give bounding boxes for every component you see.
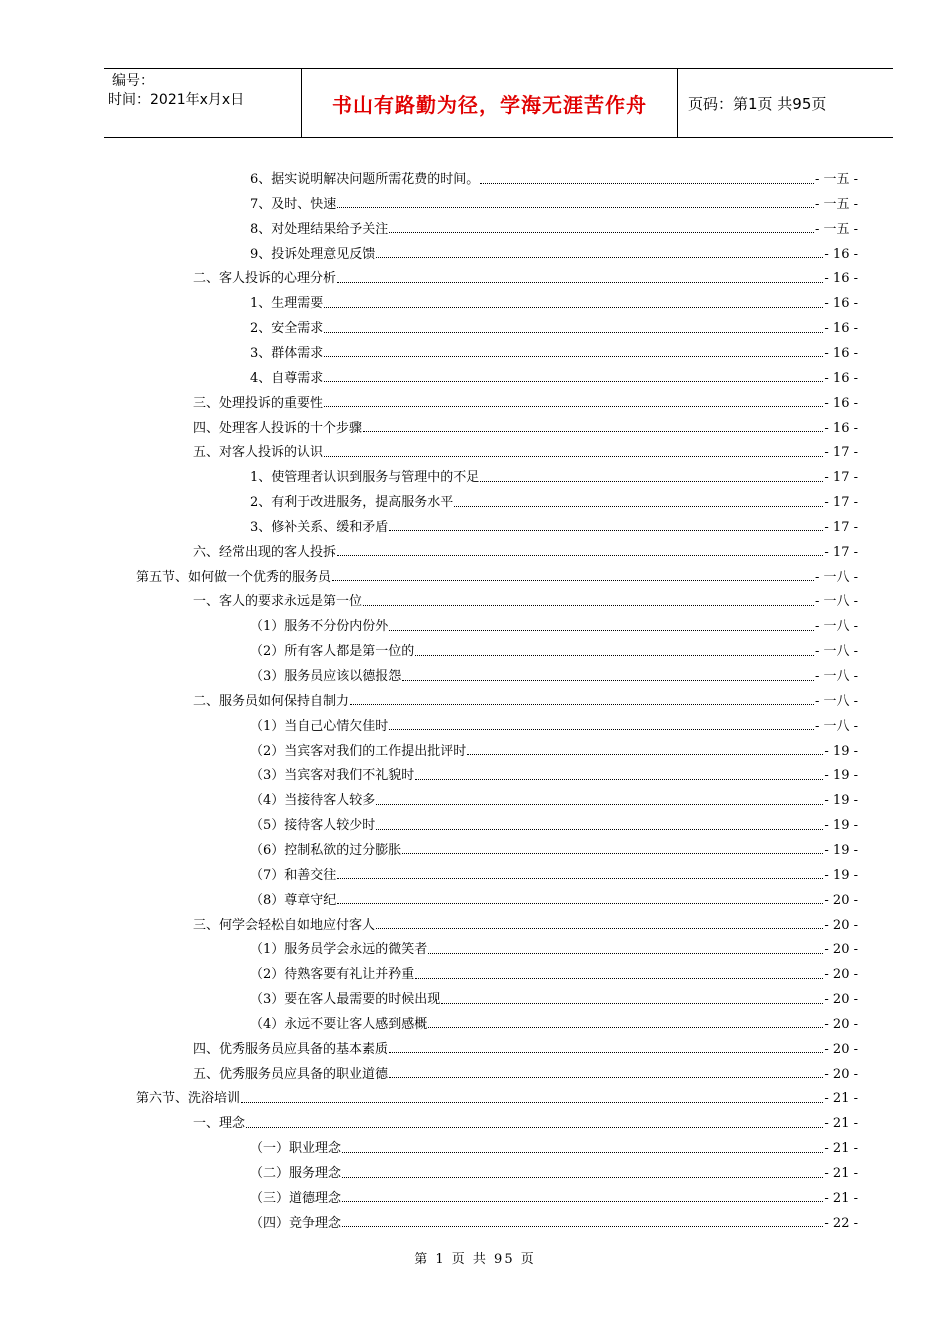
- toc-entry-page: - 17 -: [824, 470, 858, 486]
- code-label: 编号：: [112, 73, 154, 89]
- toc-leader-dots: [337, 878, 823, 879]
- toc-entry-title: 一、客人的要求永远是第一位: [193, 594, 363, 610]
- toc-entry[interactable]: [250, 789, 858, 813]
- toc-entry-title: 7、及时、快速: [250, 196, 337, 212]
- toc-entry-page: - 一八 -: [814, 718, 858, 734]
- toc-entry-page: - 20 -: [824, 1066, 858, 1082]
- toc-leader-dots: [350, 704, 814, 705]
- toc-entry[interactable]: [250, 740, 858, 764]
- toc-leader-dots: [389, 1077, 823, 1078]
- toc-entry-title: （5）接待客人较少时: [250, 818, 376, 834]
- toc-entry-title: 三、何学会轻松自如地应付客人: [193, 917, 376, 933]
- toc-leader-dots: [389, 1052, 823, 1053]
- toc-entry[interactable]: [250, 1187, 858, 1211]
- toc-leader-dots: [376, 804, 823, 805]
- toc-leader-dots: [337, 555, 823, 556]
- toc-entry-title: 8、对处理结果给予关注: [250, 221, 389, 237]
- toc-entry-page: - 16 -: [824, 370, 858, 386]
- toc-leader-dots: [376, 928, 823, 929]
- toc-entry-title: （一）职业理念: [250, 1141, 342, 1157]
- toc-entry-title: （2）当宾客对我们的工作提出批评时: [250, 743, 467, 759]
- toc-leader-dots: [363, 431, 823, 432]
- toc-entry[interactable]: [193, 914, 858, 938]
- toc-entry-title: （3）当宾客对我们不礼貌时: [250, 768, 415, 784]
- toc-entry[interactable]: [250, 193, 858, 217]
- toc-entry-title: 2、有利于改进服务，提高服务水平: [250, 495, 454, 511]
- toc-entry-page: - 16 -: [824, 420, 858, 436]
- toc-entry[interactable]: [193, 690, 858, 714]
- toc-entry-title: 第六节、洗浴培训: [136, 1091, 241, 1107]
- toc-entry-title: 六、经常出现的客人投拆: [193, 544, 337, 560]
- toc-entry[interactable]: [136, 566, 858, 590]
- toc-leader-dots: [428, 953, 823, 954]
- toc-entry-page: - 16 -: [824, 296, 858, 312]
- toc-entry[interactable]: [193, 1063, 858, 1087]
- toc-entry[interactable]: [250, 218, 858, 242]
- toc-entry-title: 3、群体需求: [250, 345, 324, 361]
- toc-entry-page: - 一八 -: [814, 594, 858, 610]
- toc-entry[interactable]: [250, 615, 858, 639]
- toc-entry-page: - 17 -: [824, 495, 858, 511]
- toc-entry-page: - 19 -: [824, 793, 858, 809]
- toc-leader-dots: [467, 754, 823, 755]
- toc-entry[interactable]: [193, 1038, 858, 1062]
- toc-entry-title: （4）永远不要让客人感到感概: [250, 1016, 428, 1032]
- toc-entry-page: - 22 -: [824, 1215, 858, 1231]
- toc-leader-dots: [376, 829, 823, 830]
- toc-entry-page: - 一八 -: [814, 569, 858, 585]
- toc-entry-title: 三、处理投诉的重要性: [193, 395, 324, 411]
- toc-entry-page: - 20 -: [824, 1016, 858, 1032]
- toc-leader-dots: [376, 257, 823, 258]
- toc-entry[interactable]: [193, 541, 858, 565]
- toc-entry[interactable]: [250, 1162, 858, 1186]
- toc-leader-dots: [342, 1201, 823, 1202]
- toc-entry[interactable]: [250, 889, 858, 913]
- toc-entry-title: 五、对客人投诉的认识: [193, 445, 324, 461]
- toc-entry-page: - 17 -: [824, 519, 858, 535]
- toc-leader-dots: [480, 183, 814, 184]
- toc-entry-page: - 一五 -: [814, 172, 858, 187]
- toc-entry-page: - 16 -: [824, 246, 858, 262]
- toc-entry[interactable]: [250, 864, 858, 888]
- toc-entry[interactable]: [193, 1112, 858, 1136]
- toc-entry[interactable]: [136, 1087, 858, 1111]
- toc-leader-dots: [415, 978, 823, 979]
- toc-entry[interactable]: [193, 417, 858, 441]
- toc-leader-dots: [389, 530, 823, 531]
- toc-entry-title: （2）待熟客要有礼让并矜重: [250, 967, 415, 983]
- toc-entry-title: 1、使管理者认识到服务与管理中的不足: [250, 470, 480, 486]
- toc-leader-dots: [389, 232, 814, 233]
- toc-entry-title: （4）当接待客人较多: [250, 793, 376, 809]
- toc-entry[interactable]: [250, 988, 858, 1012]
- toc-leader-dots: [363, 605, 814, 606]
- toc-leader-dots: [324, 456, 823, 457]
- toc-entry-page: - 19 -: [824, 768, 858, 784]
- toc-leader-dots: [337, 282, 823, 283]
- toc-entry-page: - 一五 -: [814, 221, 858, 237]
- toc-entry-title: 2、安全需求: [250, 321, 324, 337]
- toc-entry-page: - 20 -: [824, 1041, 858, 1057]
- toc-entry[interactable]: [250, 1013, 858, 1037]
- toc-entry-title: 6、据实说明解决问题所需花费的时间。: [250, 172, 480, 187]
- toc-entry-title: 9、投诉处理意见反馈: [250, 246, 376, 262]
- toc-leader-dots: [324, 332, 823, 333]
- toc-entry-page: - 16 -: [824, 271, 858, 287]
- toc-entry-page: - 19 -: [824, 867, 858, 883]
- page-header: [104, 68, 893, 138]
- toc-entry-page: - 一八 -: [814, 644, 858, 660]
- toc-entry-page: - 16 -: [824, 395, 858, 411]
- toc-entry[interactable]: [250, 292, 858, 316]
- toc-entry[interactable]: [250, 715, 858, 739]
- toc-leader-dots: [402, 680, 814, 681]
- toc-entry-title: （6）控制私欲的过分膨胀: [250, 842, 402, 858]
- toc-entry-title: （3）服务员应该以德报怨: [250, 669, 402, 684]
- toc-entry-title: 4、自尊需求: [250, 370, 324, 386]
- toc-leader-dots: [415, 779, 823, 780]
- toc-entry-title: （1）服务不分份内份外: [250, 619, 389, 635]
- toc-entry-page: - 21 -: [824, 1190, 858, 1206]
- toc-entry-page: - 20 -: [824, 917, 858, 933]
- toc-entry-title: （8）尊章守纪: [250, 892, 337, 908]
- toc-entry[interactable]: [193, 267, 858, 291]
- toc-entry-title: 二、服务员如何保持自制力: [193, 693, 350, 709]
- header-meta: [104, 69, 302, 137]
- toc-leader-dots: [324, 356, 823, 357]
- toc-leader-dots: [342, 1152, 823, 1153]
- toc-entry[interactable]: [250, 168, 858, 192]
- toc-entry[interactable]: [250, 1137, 858, 1161]
- toc-leader-dots: [342, 1177, 823, 1178]
- toc-leader-dots: [402, 853, 823, 854]
- toc-entry-page: - 17 -: [824, 445, 858, 461]
- toc-entry-title: 五、优秀服务员应具备的职业道德: [193, 1066, 389, 1082]
- toc-leader-dots: [389, 630, 814, 631]
- toc-entry-title: 四、优秀服务员应具备的基本素质: [193, 1041, 389, 1057]
- toc-entry-title: （2）所有客人都是第一位的: [250, 644, 415, 660]
- page-footer: 第 1 页 共 95 页: [414, 1252, 536, 1267]
- toc-entry-page: - 一八 -: [814, 619, 858, 635]
- toc-entry-page: - 17 -: [824, 544, 858, 560]
- toc-entry-page: - 20 -: [824, 892, 858, 908]
- toc-entry[interactable]: [250, 491, 858, 515]
- toc-entry-page: - 一五 -: [814, 196, 858, 212]
- toc-entry-title: （3）要在客人最需要的时候出现: [250, 992, 441, 1008]
- toc-leader-dots: [480, 481, 823, 482]
- toc-leader-dots: [337, 903, 823, 904]
- toc-entry-title: （四）竞争理念: [250, 1215, 342, 1231]
- toc-leader-dots: [324, 406, 823, 407]
- toc-entry-page: - 21 -: [824, 1166, 858, 1181]
- toc-leader-dots: [415, 655, 814, 656]
- toc-entry[interactable]: [250, 839, 858, 863]
- toc-entry-title: 二、客人投诉的心理分析: [193, 271, 337, 287]
- toc-entry[interactable]: [250, 814, 858, 838]
- toc-entry-page: - 一八 -: [814, 693, 858, 709]
- toc-entry-title: 四、处理客人投诉的十个步骤: [193, 420, 363, 436]
- toc-leader-dots: [241, 1102, 823, 1103]
- toc-entry-page: - 一八 -: [814, 669, 858, 684]
- toc-entry[interactable]: [250, 1212, 858, 1236]
- toc-entry-page: - 16 -: [824, 345, 858, 361]
- toc-entry-title: 3、修补关系、缓和矛盾: [250, 519, 389, 535]
- toc-entry[interactable]: [250, 938, 858, 962]
- toc-entry[interactable]: [193, 392, 858, 416]
- toc-leader-dots: [324, 381, 823, 382]
- toc-leader-dots: [246, 1127, 823, 1128]
- toc-entry[interactable]: [250, 367, 858, 391]
- toc-leader-dots: [428, 1027, 823, 1028]
- toc-entry-page: - 20 -: [824, 967, 858, 983]
- toc-entry[interactable]: [250, 466, 858, 490]
- toc-leader-dots: [332, 580, 814, 581]
- toc-entry-title: （二）服务理念: [250, 1166, 342, 1181]
- toc-entry-page: - 16 -: [824, 321, 858, 337]
- toc-entry[interactable]: [250, 764, 858, 788]
- toc-leader-dots: [324, 307, 823, 308]
- toc-entry[interactable]: [193, 590, 858, 614]
- toc-entry-page: - 19 -: [824, 743, 858, 759]
- toc-entry-page: - 19 -: [824, 818, 858, 834]
- toc-leader-dots: [337, 207, 814, 208]
- toc-entry[interactable]: [250, 665, 858, 689]
- toc-entry[interactable]: [250, 243, 858, 267]
- toc-entry-title: 一、理念: [193, 1116, 246, 1132]
- toc-entry[interactable]: [193, 441, 858, 465]
- toc-entry[interactable]: [250, 342, 858, 366]
- toc-entry-page: - 20 -: [824, 992, 858, 1008]
- toc-entry[interactable]: [250, 516, 858, 540]
- header-page-info: 页码：第1页 共95页: [688, 94, 827, 113]
- toc-entry[interactable]: [250, 317, 858, 341]
- toc-entry[interactable]: [250, 640, 858, 664]
- toc-leader-dots: [389, 729, 814, 730]
- toc-entry-page: - 21 -: [824, 1141, 858, 1157]
- toc-entry-page: - 21 -: [824, 1091, 858, 1107]
- toc-entry-title: （三）道德理念: [250, 1190, 342, 1206]
- toc-leader-dots: [342, 1226, 823, 1227]
- toc-entry-title: 第五节、如何做一个优秀的服务员: [136, 569, 332, 585]
- toc-leader-dots: [441, 1003, 823, 1004]
- toc-entry-title: （1）当自己心情欠佳时: [250, 718, 389, 734]
- toc-entry-title: 1、生理需要: [250, 296, 324, 312]
- toc-entry[interactable]: [250, 963, 858, 987]
- toc-entry-page: - 19 -: [824, 842, 858, 858]
- time-label: 时间：2021年x月x日: [108, 92, 245, 108]
- toc-entry-page: - 20 -: [824, 942, 858, 958]
- toc-entry-page: - 21 -: [824, 1116, 858, 1132]
- toc-leader-dots: [454, 506, 823, 507]
- header-motto: 书山有路勤为径，学海无涯苦作舟: [302, 69, 678, 137]
- toc-entry-title: （1）服务员学会永远的微笑者: [250, 942, 428, 958]
- toc-entry-title: （7）和善交往: [250, 867, 337, 883]
